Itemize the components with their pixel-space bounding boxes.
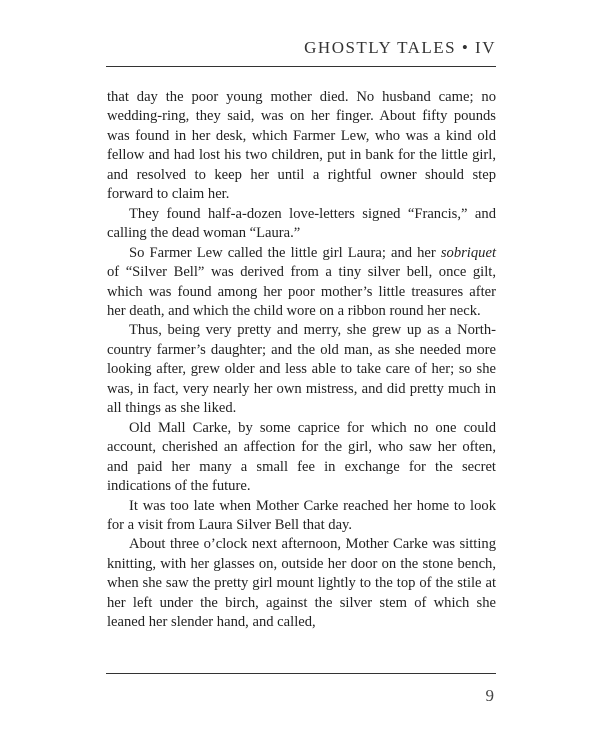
- footer-rule: [106, 673, 496, 674]
- paragraph-text: that day the poor young mother died. No husband came; no wedding-ring, they said, was on her finger. About fifty pounds was found in her desk, which Farmer Lew, who was a kind old fellow and had lost his two children, put in bank for the little girl, and resolved to keep her until a rightful owner should step forward to claim her.: [107, 89, 496, 203]
- running-head: GHOSTLY TALES • IV: [304, 38, 496, 57]
- paragraph: [107, 88, 496, 205]
- body-text: [107, 88, 496, 633]
- paragraph: [107, 419, 496, 497]
- paragraph-text: So Farmer Lew called the little girl Laura; and her: [129, 244, 441, 261]
- paragraph-text: Old Mall Carke, by some caprice for which no one could account, cherished an affection for the girl, who saw her often, and paid her many a small fee in exchange for the secret indications of the future.: [107, 419, 496, 495]
- header-rule: [106, 66, 496, 67]
- italic-text: sobriquet: [440, 244, 496, 261]
- paragraph: [107, 535, 496, 632]
- paragraph-text: Thus, being very pretty and merry, she grew up as a North-country farmer’s daughter; and the old man, as she needed more looking after, grew older and less able to take care of her; so she was, in fact, very nearly her own mistress, and did pretty much in all things as she liked.: [107, 322, 496, 417]
- paragraph-text: About three o’clock next afternoon, Mother Carke was sitting knitting, with her glasses on, outside her door on the stone bench, when she saw the pretty girl mount lightly to the top of the stile at her left under the birch, against the silver stem of which she leaned her slender hand, and called,: [107, 536, 496, 631]
- paragraph-text: It was too late when Mother Carke reached her home to look for a visit from Laura Silver Bell that day.: [107, 497, 496, 533]
- paragraph: [107, 497, 496, 536]
- page-number: 9: [485, 686, 494, 705]
- paragraph: [107, 244, 496, 322]
- paragraph-text: They found half-a-dozen love-letters signed “Francis,” and calling the dead woman “Laura.”: [107, 205, 496, 242]
- paragraph-text: of “Silver Bell” was derived from a tiny silver bell, once gilt, which was found among her poor mother’s little treasures after her death, and which the child wore on a ribbon round her neck.: [107, 264, 496, 319]
- paragraph: [107, 205, 496, 244]
- paragraph: [107, 321, 496, 418]
